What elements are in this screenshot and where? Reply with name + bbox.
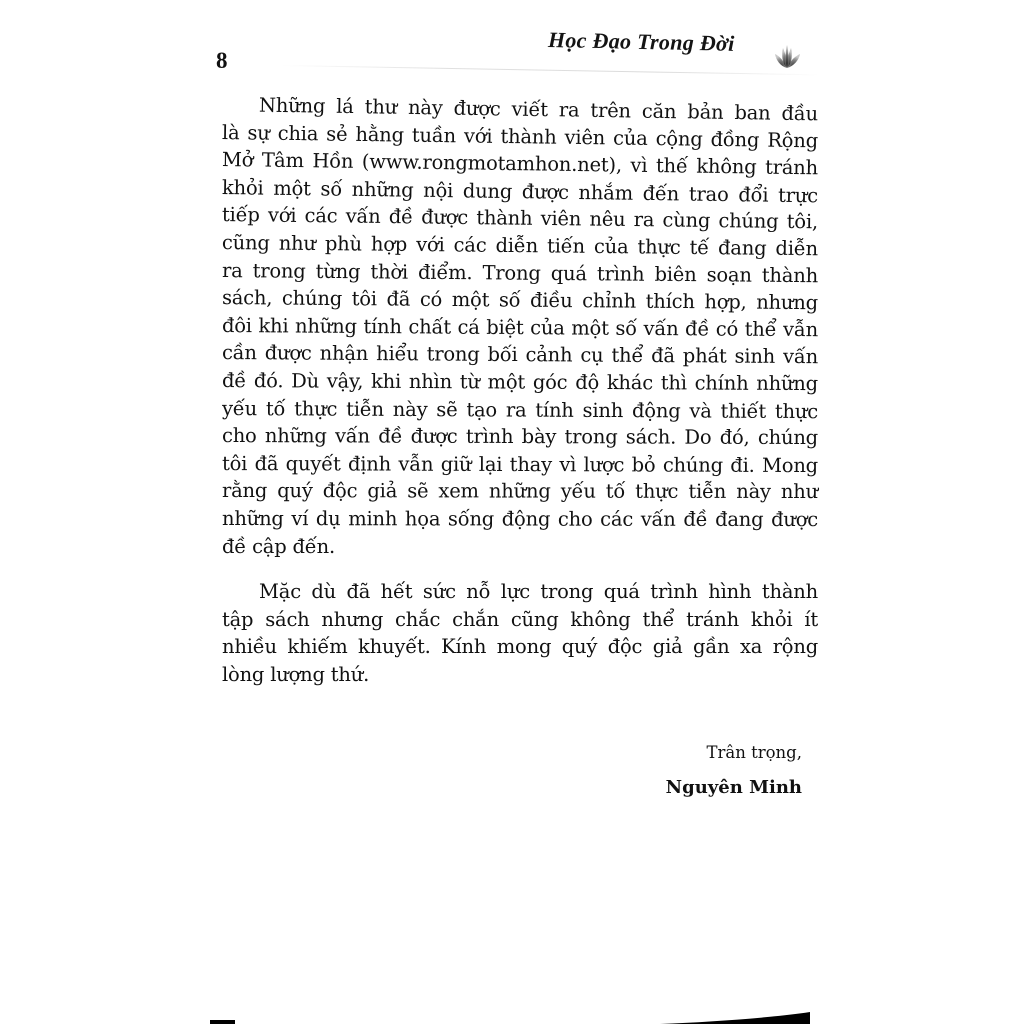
text-line: cần được nhận hiểu trong bối cảnh cụ thể đã phát sinh vấn <box>221 341 819 369</box>
text-line: những ví dụ minh họa sống động cho các vấn đề đang được <box>221 506 819 531</box>
text-line: đề đó. Dù vậy, khi nhìn từ một góc độ khác thì chính những <box>221 368 819 396</box>
text-line: ra trong từng thời điểm. Trong quá trình biên soạn thành <box>221 258 819 287</box>
text-line: đôi khi những tính chất cá biệt của một số vấn đề có thể vẫn <box>221 313 819 341</box>
lotus-icon <box>772 44 802 70</box>
text-line: tiếp với các vấn đề được thành viên nêu ra cùng chúng tôi, <box>221 203 819 234</box>
paragraph-2 <box>222 578 818 688</box>
body-text <box>222 91 818 688</box>
text-line: rằng quý độc giả sẽ xem những yếu tố thực tiễn này như <box>221 479 819 504</box>
running-title: Học Đạo Trong Đời <box>547 27 735 56</box>
closing-greeting: Trân trọng, <box>706 743 802 762</box>
text-line: cho những vấn đề được trình bày trong sách. Do đó, chúng <box>221 424 819 450</box>
text-line: cũng như phù hợp với các diễn tiến của thực tế đang diễn <box>221 230 819 261</box>
text-line: tập sách nhưng chắc chắn cũng không thể tránh khỏi ít <box>222 607 818 631</box>
text-line: tôi đã quyết định vẫn giữ lại thay vì lược bỏ chúng đi. Mong <box>221 451 819 477</box>
text-line: Những lá thư này được viết ra trên căn bản ban đầu <box>258 93 819 126</box>
text-line: nhiều khiếm khuyết. Kính mong quý độc giả gần xa rộng <box>222 635 818 659</box>
page-bottom-edge <box>210 1008 810 1024</box>
paragraph-spacer <box>222 560 818 578</box>
text-line: là sự chia sẻ hằng tuần với thành viên của cộng đồng Rộng <box>221 120 819 152</box>
text-line: khỏi một số những nội dung được nhắm đến trao đổi trực <box>221 175 819 208</box>
text-line: sách, chúng tôi đã có một số điều chỉnh thích hợp, nhưng <box>221 286 819 315</box>
text-line: Mở Tâm Hồn (www.rongmotamhon.net), vì thế không tránh <box>221 148 819 180</box>
text-line: đề cập đến. <box>222 534 335 558</box>
author-signature: Nguyên Minh <box>665 777 802 798</box>
text-line: Mặc dù đã hết sức nỗ lực trong quá trình hình thành <box>259 580 818 604</box>
paragraph-1 <box>222 91 818 560</box>
text-line: lòng lượng thứ. <box>222 662 370 686</box>
header-divider <box>280 65 820 75</box>
page-number: 8 <box>216 48 228 73</box>
text-line: yếu tố thực tiễn này sẽ tạo ra tính sinh động và thiết thực <box>221 396 819 423</box>
